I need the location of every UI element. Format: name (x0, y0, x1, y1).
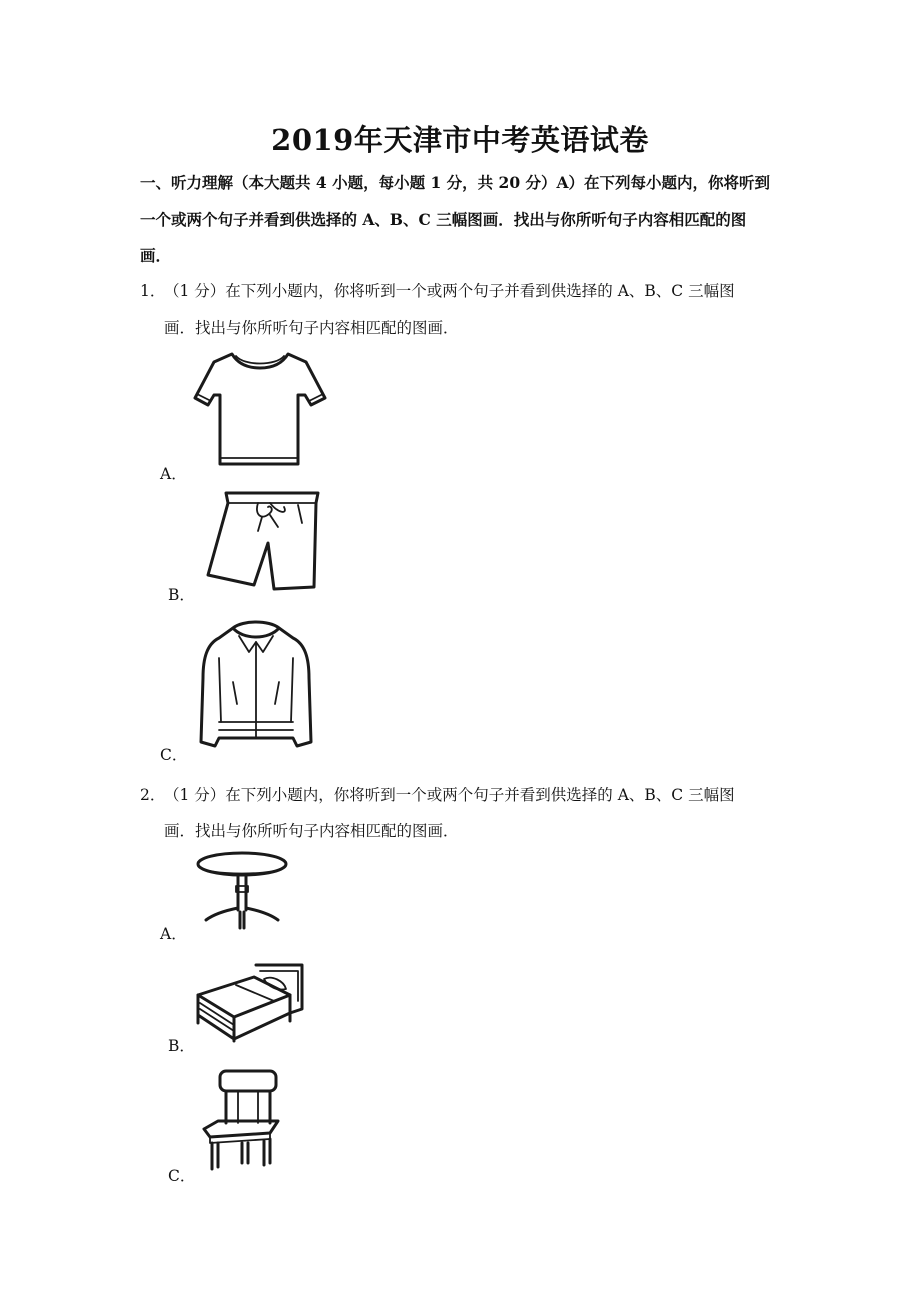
question-1-number: 1． (140, 282, 166, 300)
q1-option-c-label[interactable]: C． (160, 746, 188, 764)
question-2-line-1: （1 分）在下列小题内，你将听到一个或两个句子并看到供选择的 A、B、C 三幅图 (164, 786, 735, 804)
section-heading-line-3: 画． (140, 246, 172, 265)
bed-icon (194, 955, 310, 1047)
q2-option-c-label[interactable]: C． (168, 1167, 196, 1185)
q2-option-b-label[interactable]: B． (168, 1037, 195, 1055)
question-2-line-2: 画．找出与你所听句子内容相匹配的图画． (164, 822, 459, 840)
q2-option-a-label[interactable]: A． (160, 925, 187, 943)
table-icon (194, 850, 290, 932)
page-title: 2019年天津市中考英语试卷 (271, 123, 649, 157)
jacket-icon (193, 618, 319, 756)
shorts-icon (198, 487, 322, 593)
q1-option-b-label[interactable]: B． (168, 586, 195, 604)
section-heading-line-2: 一个或两个句子并看到供选择的 A、B、C 三幅图画．找出与你所听句子内容相匹配的图 (140, 210, 747, 229)
t-shirt-icon (192, 348, 330, 468)
question-1-line-1: （1 分）在下列小题内，你将听到一个或两个句子并看到供选择的 A、B、C 三幅图 (164, 282, 735, 300)
chair-icon (198, 1067, 282, 1175)
question-1-line-2: 画．找出与你所听句子内容相匹配的图画． (164, 319, 459, 337)
q1-option-a-label[interactable]: A． (160, 465, 187, 483)
section-heading-line-1: 一、听力理解（本大题共 4 小题，每小题 1 分，共 20 分）A）在下列每小题内，你将听到 (140, 173, 771, 192)
question-2-number: 2． (140, 786, 166, 804)
